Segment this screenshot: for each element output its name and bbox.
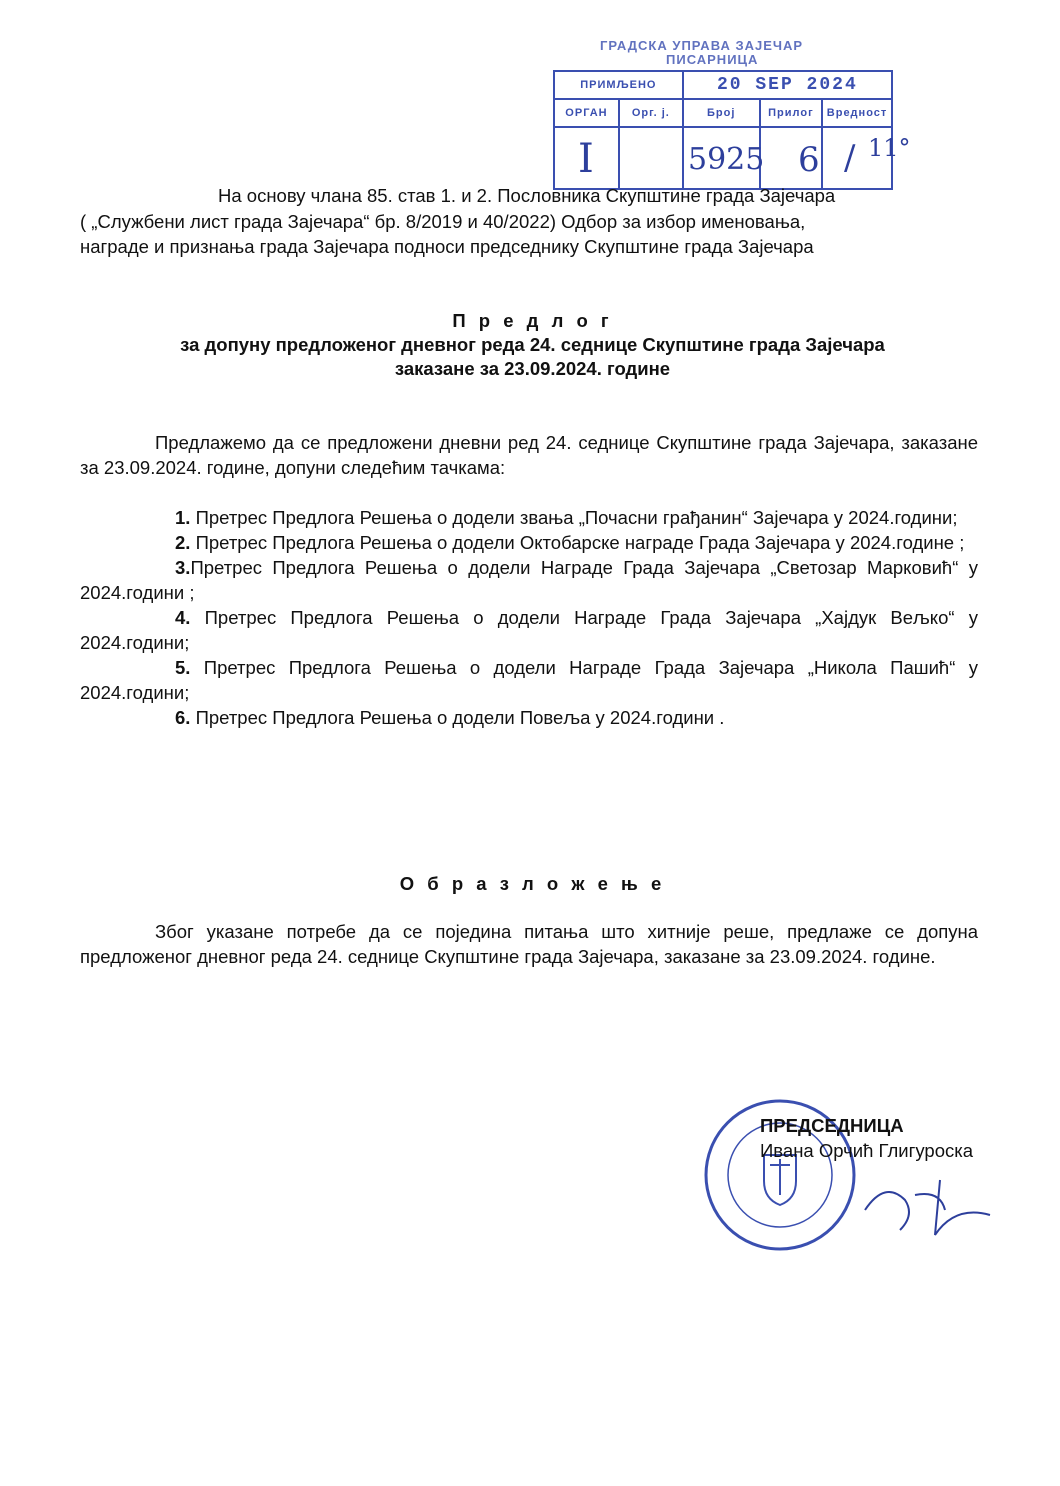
stamp-received-label: ПРИМЉЕНО bbox=[554, 71, 683, 99]
intro-line-1: На основу члана 85. став 1. и 2. Пословника Скупштине града Зајечара bbox=[218, 185, 836, 206]
handwritten-number: 5925 bbox=[688, 142, 765, 177]
agenda-item-text: Претрес Предлога Решења о додели Октобарске награде Града Зајечара у 2024.године ; bbox=[190, 532, 965, 553]
signatory-title: ПРЕДСЕДНИЦА bbox=[760, 1115, 904, 1136]
agenda-item-text: Претрес Предлога Решења о додели Повеља у 2024.години . bbox=[190, 707, 725, 728]
signature-block bbox=[760, 1113, 973, 1163]
intro-line-3: награде и признања града Зајечара подноси председнику Скупштине града Зајечара bbox=[80, 236, 814, 257]
agenda-item-number: 5. bbox=[175, 657, 191, 678]
agenda-item-text: Претрес Предлога Решења о додели Награде Града Зајечара „Светозар Марковић“ у 2024.години ; bbox=[80, 557, 978, 603]
stamp-header: ГРАДСКА УПРАВА ЗАЈЕЧАР bbox=[600, 38, 804, 53]
agenda-item bbox=[80, 655, 978, 705]
agenda-item bbox=[80, 530, 978, 555]
proposal-date-line: заказане за 23.09.2024. године bbox=[394, 358, 671, 379]
explanation-paragraph: Због указане потребе да се поједина питања што хитније реше, предлаже се допуна предложеног дневног реда 24. седнице Скупштине града Зајечара, заказане за 23.09.2024. године. bbox=[80, 921, 978, 967]
agenda-item-number: 4. bbox=[175, 607, 191, 628]
agenda-item-text: Претрес Предлога Решења о додели звања „Почасни грађанин“ Зајечара у 2024.години; bbox=[190, 507, 958, 528]
agenda-item-number: 3. bbox=[175, 557, 191, 578]
agenda-items bbox=[80, 505, 978, 730]
explanation-heading: О б р а з л о ж е њ е bbox=[399, 873, 666, 894]
stamp-col-value: Вредност bbox=[822, 99, 892, 127]
signatory-name: Ивана Орчић Глигуроска bbox=[760, 1140, 974, 1161]
agenda-item bbox=[80, 705, 978, 730]
stamp-subheader: ПИСАРНИЦА bbox=[666, 52, 759, 67]
agenda-item bbox=[80, 505, 978, 530]
stamp-col-organ: ОРГАН bbox=[554, 99, 619, 127]
agenda-item-number: 2. bbox=[175, 532, 191, 553]
handwritten-organ: I bbox=[578, 136, 594, 182]
agenda-item bbox=[80, 555, 978, 605]
intro-line-2: ( „Службени лист града Зајечара“ бр. 8/2019 и 40/2022) Одбор за избор именовања, bbox=[80, 211, 806, 232]
signature-scribble bbox=[860, 1170, 1000, 1250]
proposal-heading: П р е д л о г bbox=[452, 310, 613, 331]
stamp-cell-org-unit bbox=[619, 127, 683, 189]
handwritten-slash: / bbox=[844, 138, 856, 178]
handwritten-attachment: 6 bbox=[798, 140, 820, 180]
handwritten-value: 11° bbox=[868, 134, 911, 162]
stamp-col-org-unit: Орг. ј. bbox=[619, 99, 683, 127]
agenda-item bbox=[80, 605, 978, 655]
stamp-col-attachment: Прилог bbox=[760, 99, 822, 127]
agenda-item-text: Претрес Предлога Решења о додели Награде Града Зајечара „Хајдук Вељко“ у 2024.години; bbox=[80, 607, 978, 653]
registry-stamp bbox=[548, 38, 911, 188]
proposal-paragraph: Предлажемо да се предложени дневни ред 24. седнице Скупштине града Зајечара, заказане за 23.09.2024. године, допуни следећим тачкама: bbox=[80, 432, 978, 478]
agenda-item-number: 1. bbox=[175, 507, 191, 528]
agenda-item-text: Претрес Предлога Решења о додели Награде Града Зајечара „Никола Пашић“ у 2024.години; bbox=[80, 657, 978, 703]
stamp-col-number: Број bbox=[683, 99, 760, 127]
agenda-item-number: 6. bbox=[175, 707, 191, 728]
stamp-received-date: 20 SEP 2024 bbox=[683, 71, 892, 99]
proposal-subtitle: за допуну предложеног дневног реда 24. седнице Скупштине града Зајечара bbox=[180, 334, 885, 355]
